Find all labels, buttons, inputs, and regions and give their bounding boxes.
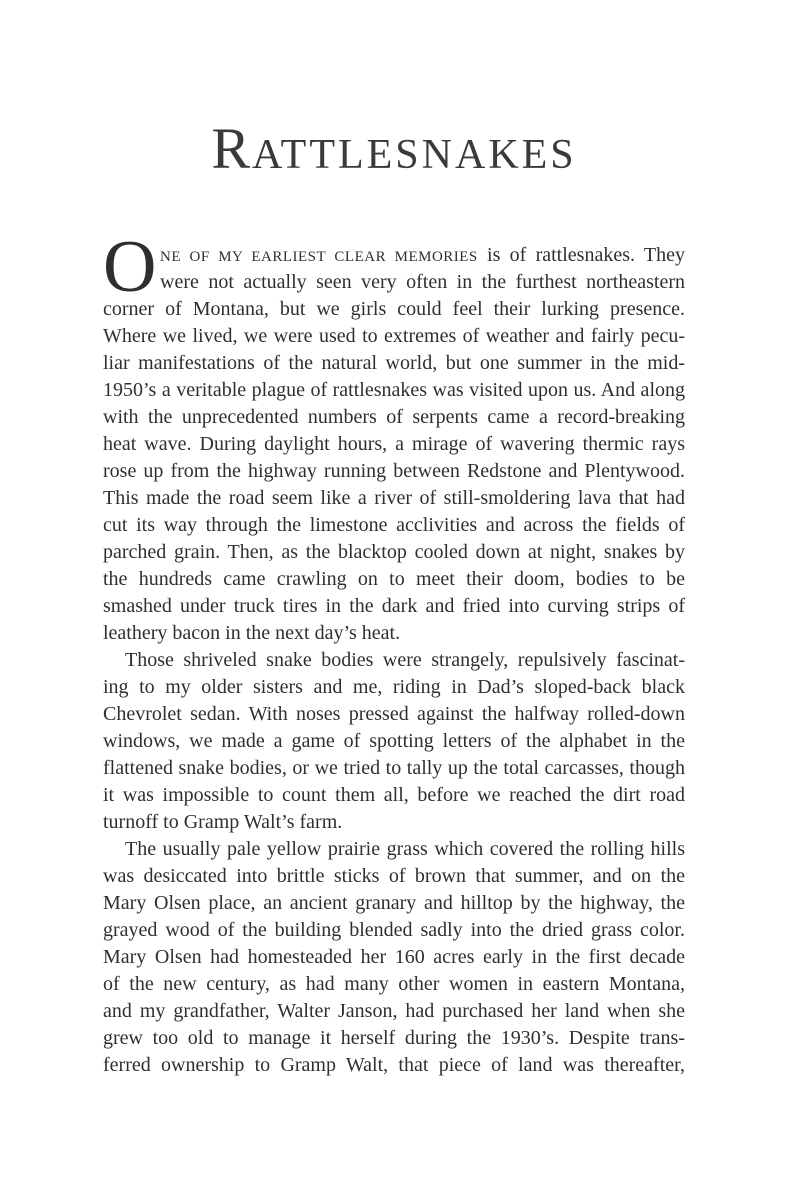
text-line: corner of Montana, but we girls could feel their lurking presence. (103, 298, 685, 320)
chapter-title-rest: ATTLESNAKES (252, 132, 577, 178)
chapter-title-initial: R (211, 116, 252, 181)
text-line-rest: is of rattlesnakes. They (477, 244, 685, 266)
text-line: windows, we made a game of spotting letters of the alphabet in the (103, 730, 685, 752)
opening-small-caps: NE OF MY EARLIEST CLEAR MEMORIES (160, 249, 478, 265)
text-line: heat wave. During daylight hours, a mirage of wavering thermic rays (103, 433, 685, 455)
text-line: the hundreds came crawling on to meet their doom, bodies to be (103, 568, 685, 590)
text-line: Where we lived, we were used to extremes of weather and fairly pecu- (103, 325, 685, 347)
text-line: flattened snake bodies, or we tried to tally up the total carcasses, though (103, 757, 685, 779)
text-line: liar manifestations of the natural world, but one summer in the mid- (103, 352, 685, 374)
text-line: smashed under truck tires in the dark and fried into curving strips of (103, 595, 685, 617)
text-line: with the unprecedented numbers of serpents came a record-breaking (103, 406, 685, 428)
text-line: was desiccated into brittle sticks of brown that summer, and on the (103, 865, 685, 887)
text-line: This made the road seem like a river of still-smoldering lava that had (103, 487, 685, 509)
text-line: ferred ownership to Gramp Walt, that piece of land was thereafter, (103, 1054, 685, 1076)
paragraph-opening (103, 226, 685, 647)
text-line: The usually pale yellow prairie grass which covered the rolling hills (125, 838, 685, 860)
text-line: grew too old to manage it herself during the 1930’s. Despite trans- (103, 1027, 685, 1049)
text-line: Mary Olsen place, an ancient granary and hilltop by the highway, the (103, 892, 685, 914)
paragraph-prairie-grass (103, 836, 685, 1079)
text-line: Mary Olsen had homesteaded her 160 acres early in the first decade (103, 946, 685, 968)
text-line: parched grain. Then, as the blacktop cooled down at night, snakes by (103, 541, 685, 563)
text-line: and my grandfather, Walter Janson, had purchased her land when she (103, 1000, 685, 1022)
chapter-title (103, 116, 685, 181)
text-line: of the new century, as had many other women in eastern Montana, (103, 973, 685, 995)
text-line: were not actually seen very often in the furthest northeastern (160, 271, 685, 293)
text-line: 1950’s a veritable plague of rattlesnakes was visited upon us. And along (103, 379, 685, 401)
text-line: it was impossible to count them all, before we reached the dirt road (103, 784, 685, 806)
text-line: grayed wood of the building blended sadly into the dried grass color. (103, 919, 685, 941)
text-line: ing to my older sisters and me, riding in Dad’s sloped-back black (103, 676, 685, 698)
text-line: Those shriveled snake bodies were strangely, repulsively fascinat- (125, 649, 685, 671)
text-line: leathery bacon in the next day’s heat. (103, 622, 401, 644)
paragraph-snake-bodies (103, 647, 685, 836)
text-line: Chevrolet sedan. With noses pressed against the halfway rolled-down (103, 703, 685, 725)
text-line: turnoff to Gramp Walt’s farm. (103, 811, 343, 833)
drop-cap: O (103, 226, 157, 308)
text-line: rose up from the highway running between Redstone and Plentywood. (103, 460, 685, 482)
text-line (103, 242, 685, 269)
text-line: cut its way through the limestone acclivities and across the fields of (103, 514, 685, 536)
